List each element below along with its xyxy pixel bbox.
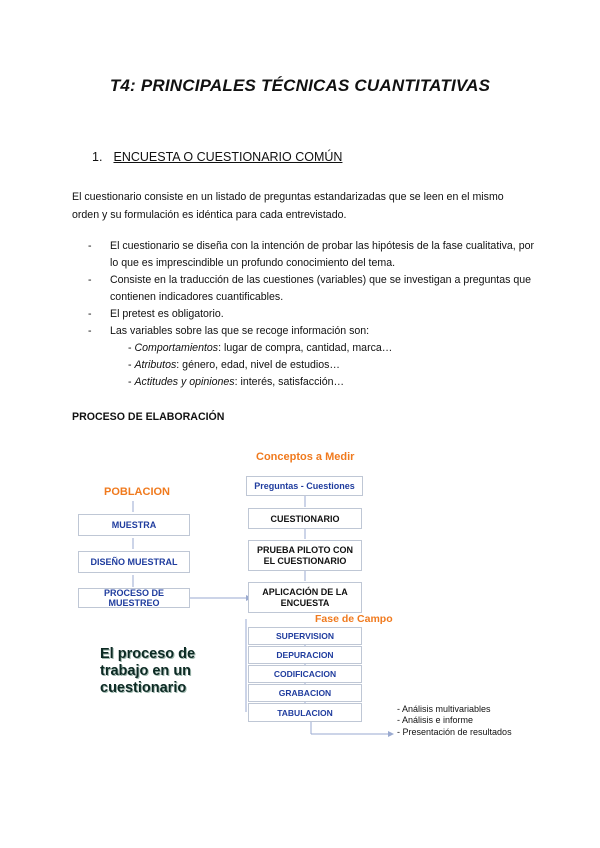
sub-item: - Comportamientos: lugar de compra, cantidad, marca… [128, 342, 393, 354]
prueba-piloto-box: PRUEBA PILOTO CON EL CUESTIONARIO [248, 540, 362, 571]
bullet-marker: - [88, 240, 92, 252]
bullet-marker: - [88, 274, 92, 286]
process-heading: PROCESO DE ELABORACIÓN [72, 411, 225, 423]
diagram-caption: El proceso de trabajo en un cuestionario [100, 646, 196, 696]
note-item: - Análisis multivariables [397, 704, 491, 714]
bullet-marker: - [88, 325, 92, 337]
sub-term: Actitudes y opiniones [134, 376, 235, 388]
bullet-text: Consiste en la traducción de las cuestiones (variables) que se investigan a preguntas que contienen indicadores cuantificables. [110, 274, 532, 303]
aplicacion-box: APLICACIÓN DE LA ENCUESTA [248, 582, 362, 613]
depuracion-box: DEPURACION [248, 646, 362, 664]
arrowhead [388, 731, 394, 737]
cuestionario-box: CUESTIONARIO [248, 508, 362, 529]
intro-paragraph: El cuestionario consiste en un listado de preguntas estandarizadas que se leen en el mismo orden y su formulación es idéntica para cada entrevistado. [72, 191, 504, 221]
sub-term: Atributos [134, 359, 177, 371]
note-item: - Análisis e informe [397, 715, 474, 725]
bullet-marker: - [88, 308, 92, 320]
poblacion-label: POBLACION [104, 486, 170, 498]
grabacion-box: GRABACION [248, 684, 362, 702]
diseno-muestral-box: DISEÑO MUESTRAL [78, 551, 190, 573]
proceso-muestreo-box: PROCESO DE MUESTREO [78, 588, 190, 608]
fase-campo-label: Fase de Campo [315, 613, 393, 625]
tabulacion-box: TABULACION [248, 703, 362, 722]
conceptos-label: Conceptos a Medir [256, 451, 355, 463]
note-item: - Presentación de resultados [397, 727, 512, 737]
supervision-box: SUPERVISION [248, 627, 362, 645]
bullet-text: El cuestionario se diseña con la intención de probar las hipótesis de la fase cualitativa, por lo que es imprescindible un profundo conocimiento del tema. [110, 240, 535, 269]
sub-item: - Atributos: género, edad, nivel de estudios… [128, 359, 341, 371]
bullet-text: El pretest es obligatorio. [110, 308, 224, 320]
sub-term: Comportamientos [134, 342, 219, 354]
muestra-box: MUESTRA [78, 514, 190, 536]
bullet-text: Las variables sobre las que se recoge información son: [110, 325, 370, 337]
section-heading-text: ENCUESTA O CUESTIONARIO COMÚN [113, 150, 343, 164]
codificacion-box: CODIFICACION [248, 665, 362, 683]
page-title: T4: PRINCIPALES TÉCNICAS CUANTITATIVAS [109, 76, 491, 95]
preguntas-box: Preguntas - Cuestiones [246, 476, 363, 496]
section-number: 1. [92, 150, 103, 164]
sub-item: - Actitudes y opiniones: interés, satisfacción… [128, 376, 345, 388]
